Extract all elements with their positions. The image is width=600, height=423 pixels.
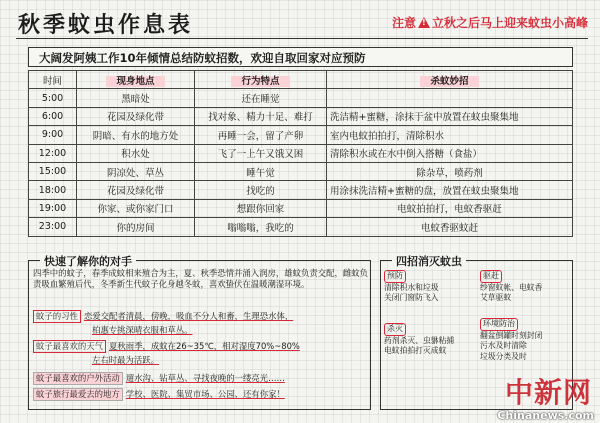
method-line: 电蚊拍拍打灭成蚊 — [384, 346, 447, 355]
behavior-cell: 睡午觉 — [195, 162, 327, 180]
method-box-prevent — [384, 270, 476, 304]
fact-label: 蚊子最喜欢的户外活动 — [33, 372, 123, 385]
location-cell: 你家、或你家门口 — [77, 199, 195, 217]
method-box-environment — [480, 318, 570, 362]
fact-row — [92, 325, 193, 336]
behavior-cell: 还在睡觉 — [195, 89, 327, 107]
time-cell: 9:00 — [29, 126, 77, 144]
location-cell: 阴凉处、草丛 — [77, 162, 195, 180]
schedule-table — [28, 70, 573, 237]
method-label: 杀灭 — [384, 323, 406, 336]
fact-row — [33, 388, 285, 401]
table-row — [29, 126, 573, 144]
header-behavior: 行为特点 — [195, 71, 327, 89]
table-row — [29, 89, 573, 107]
chinanews-logo: 中新网 — [504, 376, 592, 409]
tip-cell: 电蚊拍拍打，电蚊香驱赶 — [327, 199, 573, 217]
time-cell: 19:00 — [29, 199, 77, 217]
tip-cell: 洗洁精+蜜糖，涂抹于盆中放置在蚊虫聚集地 — [327, 107, 573, 125]
opponent-intro: 四季中的蚊子，春季成蚊相来殖合为主，夏、秋季恐情并涌入润房，雄蚊负责交配，雌蚊负责吸血繁殖后代，冬季新生代蚊子化身越冬蚊，喜欢蛰伏在温暖潮湿环境。 — [33, 268, 368, 289]
fact-row — [33, 372, 285, 385]
method-line: 关闭门窗防飞入 — [384, 293, 439, 302]
tip-cell: 除杂草，喷药剂 — [327, 162, 573, 180]
warning-prefix: 注意 — [391, 16, 416, 30]
header-time: 时间 — [29, 71, 77, 89]
header-location: 现身地点 — [77, 71, 195, 89]
table-row — [29, 144, 573, 162]
location-cell: 阴暗、有水的地方处 — [77, 126, 195, 144]
banner: 大阔发阿姨工作10年倾情总结防蚊招数，欢迎自取回家对应预防 — [28, 47, 573, 67]
fact-label: 蚊子最喜欢的天气 — [33, 340, 106, 353]
behavior-cell: 找吃的 — [195, 181, 327, 199]
behavior-cell: 飞了一上午又饿又困 — [195, 144, 327, 162]
location-cell: 花园及绿化带 — [77, 107, 195, 125]
time-cell: 5:00 — [29, 89, 77, 107]
method-label: 环境防治 — [480, 318, 518, 331]
method-label: 预防 — [384, 270, 406, 283]
method-line: 纱窗蚊帐、电蚊香 — [480, 282, 543, 292]
table-header-row — [29, 71, 573, 89]
fact-row — [33, 340, 300, 353]
tip-cell: 清除积水或在水中倒入搭糖（食盐） — [327, 144, 573, 162]
table-row — [29, 162, 573, 180]
tip-cell: 用涂抹洗洁精+蜜糖的盘，放置在蚊虫聚集地 — [327, 181, 573, 199]
time-cell: 12:00 — [29, 144, 77, 162]
title-divider — [16, 38, 588, 39]
location-cell: 你的房间 — [77, 218, 195, 236]
table-row — [29, 218, 573, 236]
time-cell: 23:00 — [29, 218, 77, 236]
header-tips: 杀蚊妙招 — [327, 71, 573, 89]
tip-cell — [327, 89, 573, 107]
location-cell: 积水处 — [77, 144, 195, 162]
warning-text: 立秋之后马上迎来蚊虫小高峰 — [431, 16, 588, 30]
fact-label: 蚊子的习性 — [33, 310, 81, 323]
fact-text: 柏惠专挑深晴衣服和草丛。 — [92, 325, 193, 335]
behavior-cell: 找对象、精力十足、难打 — [195, 107, 327, 125]
method-line: 污水及时清除 — [480, 341, 527, 350]
table-row — [29, 199, 573, 217]
time-cell: 15:00 — [29, 162, 77, 180]
watermark: Chinanews.com — [497, 409, 594, 422]
behavior-cell: 想跟你回家 — [195, 199, 327, 217]
opponent-title: 快速了解你的对手 — [40, 253, 136, 269]
method-box-repel — [480, 270, 570, 304]
method-line: 艾草驱蚊 — [480, 293, 512, 302]
fact-text: 恋爱交配者清晨，傍晚，吸血不分人和畜，生理恐水体， — [83, 311, 294, 321]
location-cell: 花园及绿化带 — [77, 181, 195, 199]
warning-triangle-icon: ! — [418, 17, 430, 28]
time-cell: 18:00 — [29, 181, 77, 199]
behavior-cell: 再睡一会，留了产卵 — [195, 126, 327, 144]
fact-text: 左右时最为活跃。 — [92, 355, 159, 365]
method-line: 清除积水和垃圾 — [384, 282, 439, 292]
page-title: 秋季蚊虫作息表 — [18, 12, 194, 38]
warning-note — [392, 14, 588, 31]
fact-text: 夏秋雨季，成蚊在26~35℃，相对湿度70%~80% — [109, 341, 300, 351]
table-row — [29, 181, 573, 199]
fact-label: 蚊子旅行最爱去的地方 — [33, 388, 123, 401]
time-cell: 6:00 — [29, 107, 77, 125]
fact-row — [33, 310, 293, 323]
fact-text: 遛水沟、钻草丛、寻找夜晚的一缕亮光…… — [125, 373, 285, 383]
behavior-cell: 嗡嗡嗡，我吃的 — [195, 218, 327, 236]
method-line: 翻盆倒罐时刻封闭 — [480, 330, 543, 340]
location-cell: 黑暗处 — [77, 89, 195, 107]
fact-text: 学校、医院、集贸市场、公园、还有你家！ — [125, 389, 285, 399]
tip-cell: 室内电蚊拍拍打，清除积水 — [327, 126, 573, 144]
method-label: 驱赶 — [480, 270, 502, 283]
tip-cell: 电蚊香驱蚊赶 — [327, 218, 573, 236]
table-row — [29, 107, 573, 125]
methods-title: 四招消灭蚊虫 — [392, 253, 466, 269]
method-box-kill — [384, 323, 476, 357]
method-line: 药剂杀灭、虫貅粘捕 — [384, 335, 455, 345]
method-line: 垃圾分类及时 — [480, 351, 527, 361]
fact-row — [92, 355, 159, 366]
